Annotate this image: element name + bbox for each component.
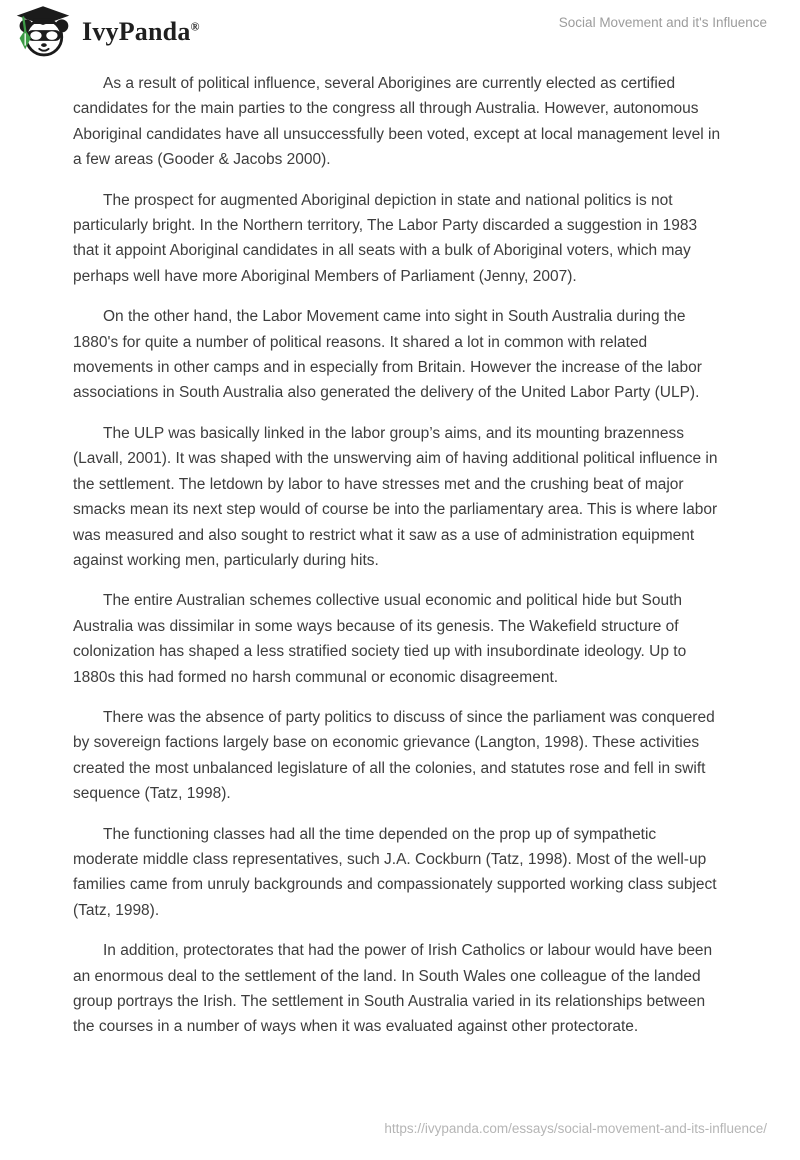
brand	[13, 5, 200, 58]
brand-wordmark: IvyPanda	[82, 16, 191, 46]
source-url: https://ivypanda.com/essays/social-movement-and-its-influence/	[384, 1121, 767, 1136]
paragraph-6: There was the absence of party politics to discuss of since the parliament was conquered by sovereign factions largely base on economic grievance (Langton, 1998). These activities created the most unbalanced legislature of all the colonies, and statutes rose and fell in swift sequence (Tatz, 1998).	[73, 708, 715, 803]
paragraph-1: As a result of political influence, several Aborigines are currently elected as certified candidates for the main parties to the congress all through Australia. However, autonomous Aboriginal candidates have all unsuccessfully been voted, except at local management level in a few areas (Gooder & Jacobs 2000).	[73, 75, 721, 169]
document-title: Social Movement and it's Influence	[558, 15, 767, 30]
essay-body	[73, 71, 725, 1055]
paragraph-4: The ULP was basically linked in the labor group’s aims, and its mounting brazenness (Lavall, 2001). It was shaped with the unswerving aim of having additional political influence in the settlement. The letdown by labor to have stresses met and the crushing beat of major smacks mean its next step would of course be into the parliamentary area. This is where labor was measured and also sought to restrict what it saw as a use of administration equipment against working men, particularly during hits.	[73, 424, 718, 569]
ivypanda-logo-icon	[13, 5, 73, 58]
registered-trademark-symbol: ®	[190, 18, 200, 33]
brand-name	[82, 17, 200, 47]
paragraph-2: The prospect for augmented Aboriginal depiction in state and national politics is not particularly bright. In the Northern territory, The Labor Party discarded a suggestion in 1983 that it appoint Aboriginal candidates in all seats with a bulk of Aboriginal voters, which may perhaps well have more Aboriginal Members of Parliament (Jenny, 2007).	[73, 191, 698, 285]
paragraph-5: The entire Australian schemes collective usual economic and political hide but South Australia was dissimilar in some ways because of its genesis. The Wakefield structure of colonization has shaped a less stratified society tied up with insubordinate ideology. Up to 1880s this had formed no harsh communal or economic disagreement.	[73, 592, 687, 686]
paragraph-8: In addition, protectorates that had the power of Irish Catholics or labour would have been an enormous deal to the settlement of the land. In South Wales one colleague of the landed group portrays the Irish. The settlement in South Australia varied in its relationships between the courses in a number of ways when it was evaluated against other protectorate.	[73, 942, 713, 1036]
paragraph-3: On the other hand, the Labor Movement came into sight in South Australia during the 1880's for quite a number of political reasons. It shared a lot in common with related movements in other camps and in especially from Britain. However the increase of the labor associations in South Australia also generated the delivery of the United Labor Party (ULP).	[73, 308, 702, 402]
paragraph-7: The functioning classes had all the time depended on the prop up of sympathetic moderate middle class representatives, such J.A. Cockburn (Tatz, 1998). Most of the well-up families came from unruly backgrounds and compassionately supported working class subject (Tatz, 1998).	[73, 825, 717, 919]
